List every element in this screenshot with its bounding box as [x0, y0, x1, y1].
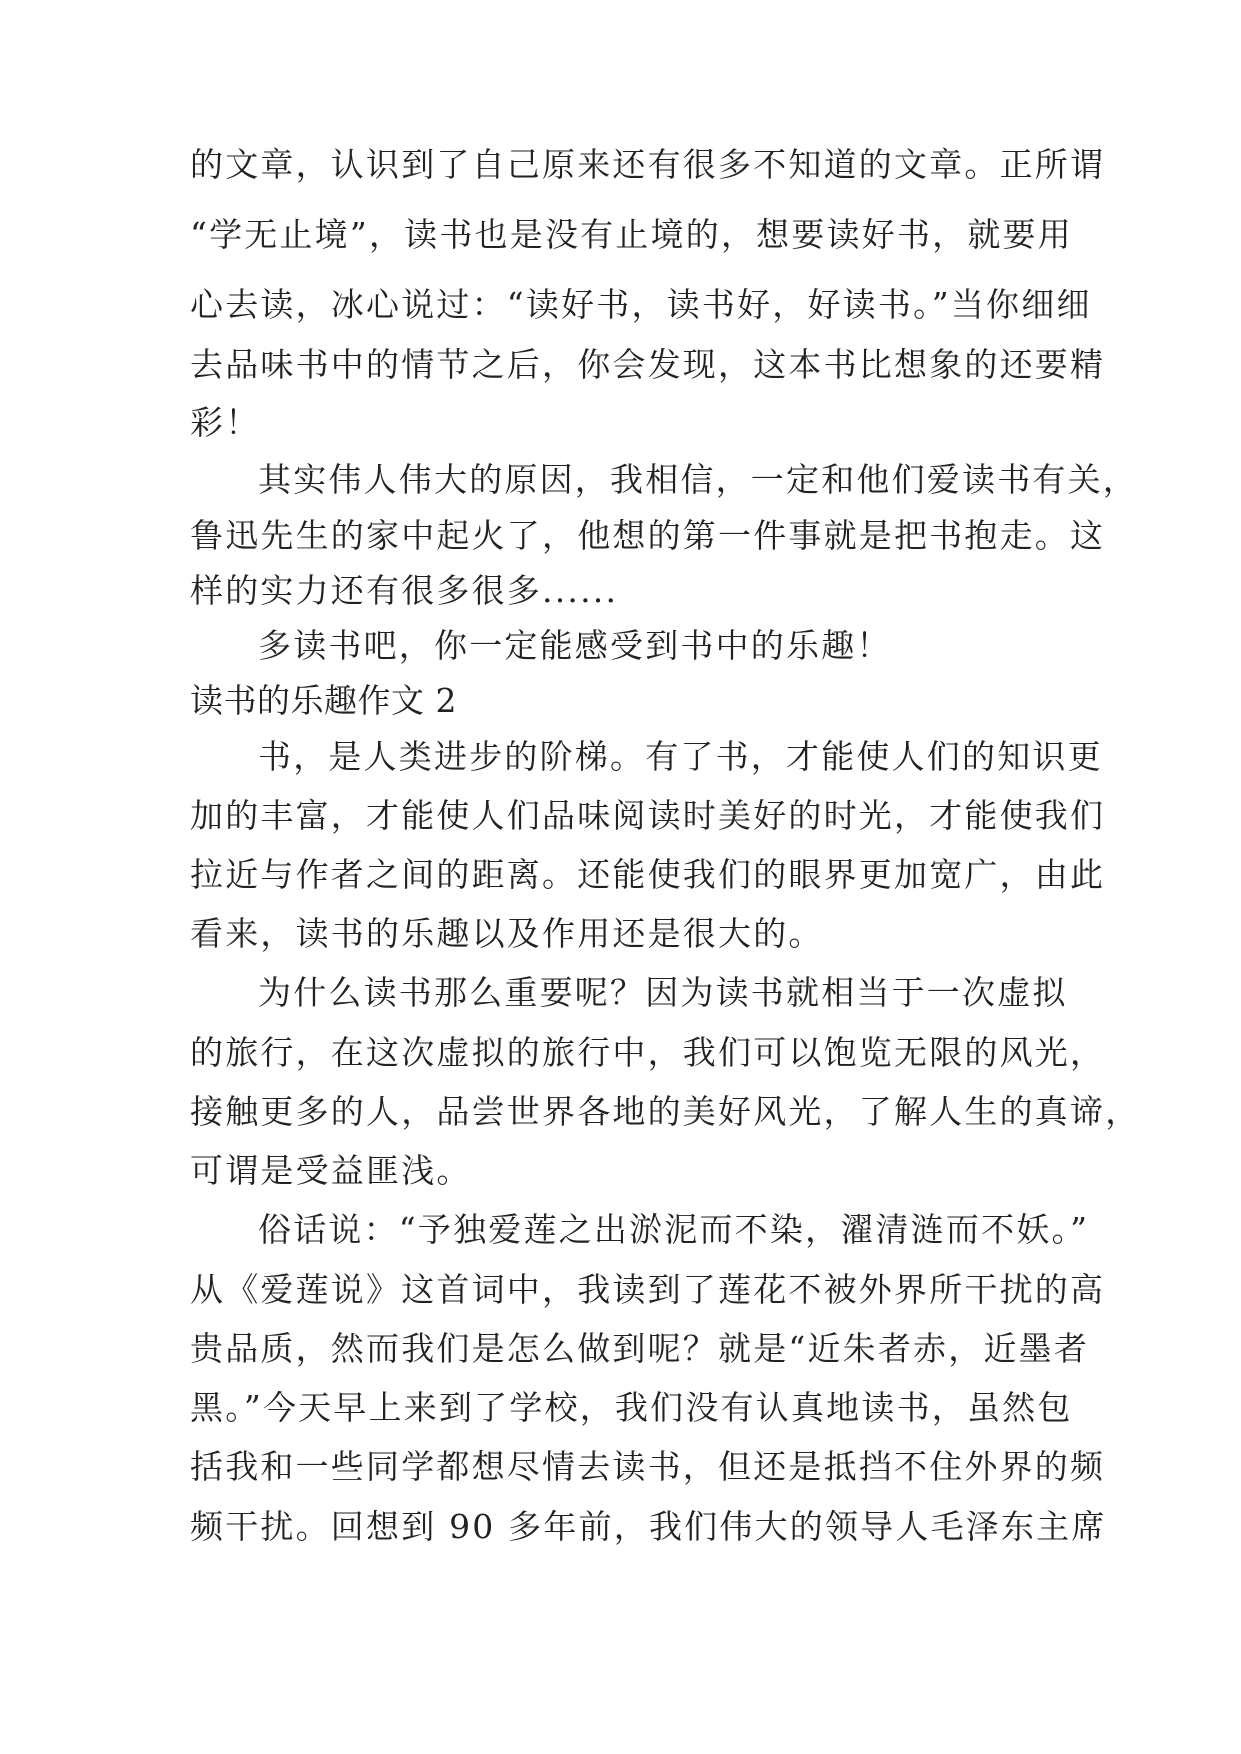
- text-line: 括我和一些同学都想尽情去读书，但还是抵挡不住外界的频: [190, 1447, 1106, 1486]
- paragraph-first-line: 俗话说：“予独爱莲之出淤泥而不染，濯清涟而不妖。”: [258, 1210, 1090, 1249]
- text-line: 的旅行，在这次虚拟的旅行中，我们可以饱览无限的风光，: [190, 1033, 1106, 1072]
- text-line: 的文章，认识到了自己原来还有很多不知道的文章。正所谓: [190, 145, 1106, 184]
- paragraph-first-line: 其实伟人伟大的原因，我相信，一定和他们爱读书有关，: [258, 460, 1138, 499]
- text-line: 心去读，冰心说过：“读好书，读书好，好读书。”当你细细: [190, 285, 1092, 324]
- paragraph-first-line: 书，是人类进步的阶梯。有了书，才能使人们的知识更: [258, 737, 1103, 776]
- text-line: 可谓是受益匪浅。: [190, 1151, 472, 1190]
- text-line: 拉近与作者之间的距离。还能使我们的眼界更加宽广，由此: [190, 855, 1106, 894]
- text-line: 接触更多的人，品尝世界各地的美好风光，了解人生的真谛，: [190, 1092, 1141, 1131]
- text-line: 彩！: [190, 403, 261, 442]
- paragraph-first-line: 为什么读书那么重要呢？因为读书就相当于一次虚拟: [258, 973, 1068, 1012]
- text-line: 贵品质，然而我们是怎么做到呢？就是“近朱者赤，近墨者: [190, 1329, 1090, 1368]
- text-line: 去品味书中的情节之后，你会发现，这本书比想象的还要精: [190, 345, 1106, 384]
- paragraph-first-line: 多读书吧，你一定能感受到书中的乐趣！: [258, 626, 892, 665]
- text-line: 鲁迅先生的家中起火了，他想的第一件事就是把书抱走。这: [190, 516, 1106, 555]
- text-line: “学无止境”，读书也是没有止境的，想要读好书，就要用: [190, 215, 1073, 254]
- text-line: 样的实力还有很多很多......: [190, 571, 619, 610]
- text-line: 从《爱莲说》这首词中，我读到了莲花不被外界所干扰的高: [190, 1270, 1106, 1309]
- section-heading: 读书的乐趣作文 2: [190, 681, 457, 720]
- text-line: 看来，读书的乐趣以及作用还是很大的。: [190, 914, 824, 953]
- text-line: 黑。”今天早上来到了学校，我们没有认真地读书，虽然包: [190, 1388, 1073, 1427]
- text-line: 频干扰。回想到 90 多年前，我们伟大的领导人毛泽东主席: [190, 1507, 1107, 1546]
- text-line: 加的丰富，才能使人们品味阅读时美好的时光，才能使我们: [190, 796, 1106, 835]
